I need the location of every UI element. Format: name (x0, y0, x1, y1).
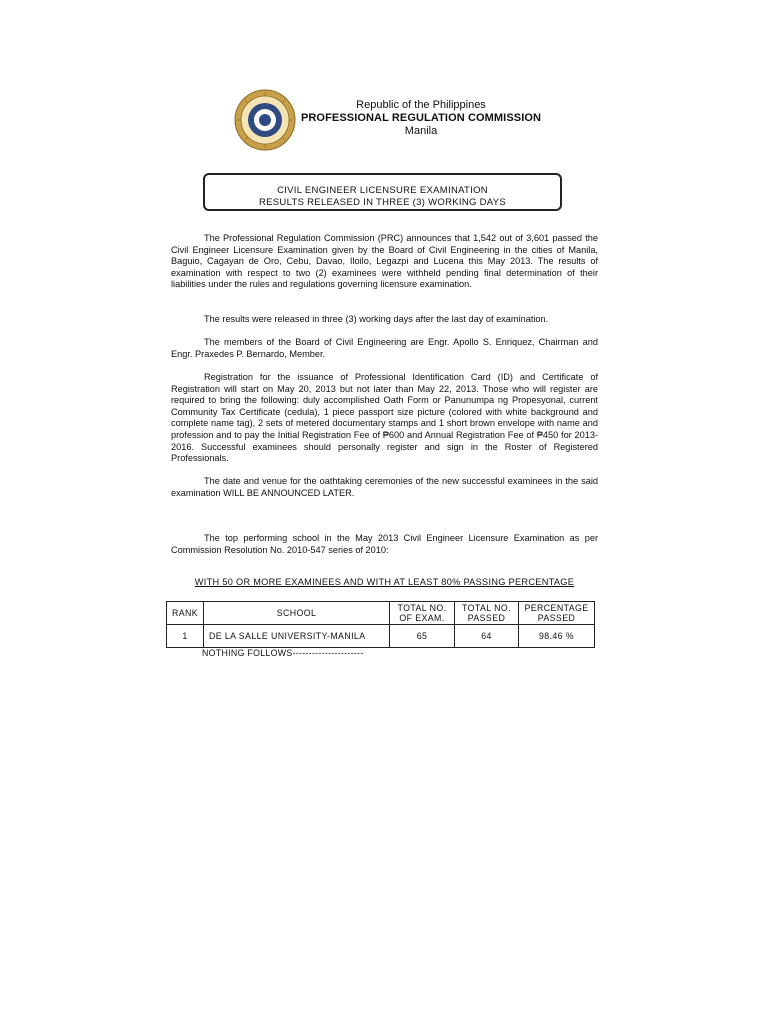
paragraph-oathtaking: The date and venue for the oathtaking ceremonies of the new successful examinees in the said examination WILL BE ANNOUNCED LATER. (171, 476, 598, 498)
cell-passed: 64 (455, 625, 519, 648)
table-caption: WITH 50 OR MORE EXAMINEES AND WITH AT LEAST 80% PASSING PERCENTAGE (194, 577, 575, 587)
prc-seal-icon (234, 89, 296, 151)
table-row (167, 625, 595, 648)
results-table (166, 601, 595, 648)
table-header-row (167, 602, 595, 625)
paragraph-registration: Registration for the issuance of Professional Identification Card (ID) and Certificate of Registration will start on May 20, 2013 but not later than May 22, 2013. Those who will register are required to bring the following: duly accomplished Oath Form or Panunumpa ng Propesyonal, current Community Tax Certificate (cedula), 1 piece passport size picture (colored with white background and complete name tag), 2 sets of metered documentary stamps and 1 short brown envelope with name and profession and to pay the Initial Registration Fee of ₱600 and Annual Registration Fee of ₱450 for 2013-2016. Successful examinees should personally register and sign in the Roster of Registered Professionals. (171, 372, 598, 464)
header-total-exam: TOTAL NO. OF EXAM. (390, 602, 455, 625)
city-line: Manila (404, 125, 438, 137)
title-box (203, 173, 562, 211)
cell-total: 65 (390, 625, 455, 648)
letterhead (296, 99, 546, 138)
paragraph-announcement: The Professional Regulation Commission (PRC) announces that 1,542 out of 3,601 passed the Civil Engineer Licensure Examination given by the Board of Civil Engineering in the cities of Manila, Baguio, Cagayan de Oro, Cebu, Davao, Iloilo, Legazpi and Lucena this May 2013. The results of examination with respect to two (2) examinees were withheld pending final determination of their liabilities under the rules and regulations governing licensure examination. (171, 233, 598, 290)
cell-percentage: 98.46 % (519, 625, 595, 648)
paragraph-board-members: The members of the Board of Civil Engineering are Engr. Apollo S. Enriquez, Chairman and Engr. Praxedes P. Bernardo, Member. (171, 337, 598, 359)
title-line-1: CIVIL ENGINEER LICENSURE EXAMINATION (277, 185, 488, 196)
header-school: SCHOOL (204, 602, 390, 625)
header-total-passed: TOTAL NO. PASSED (455, 602, 519, 625)
cell-rank: 1 (167, 625, 204, 648)
republic-line: Republic of the Philippines (356, 99, 486, 111)
cell-school: DE LA SALLE UNIVERSITY-MANILA (204, 625, 390, 648)
paragraph-top-school: The top performing school in the May 2013 Civil Engineer Licensure Examination as per Commission Resolution No. 2010-547 series of 2010: (171, 533, 598, 555)
agency-name: PROFESSIONAL REGULATION COMMISSION (300, 112, 542, 124)
title-line-2: RESULTS RELEASED IN THREE (3) WORKING DAYS (259, 197, 506, 208)
nothing-follows: NOTHING FOLLOWS---------------------- (202, 648, 364, 658)
header-percentage: PERCENTAGE PASSED (519, 602, 595, 625)
paragraph-release: The results were released in three (3) working days after the last day of examination. (204, 314, 549, 324)
header-rank: RANK (167, 602, 204, 625)
